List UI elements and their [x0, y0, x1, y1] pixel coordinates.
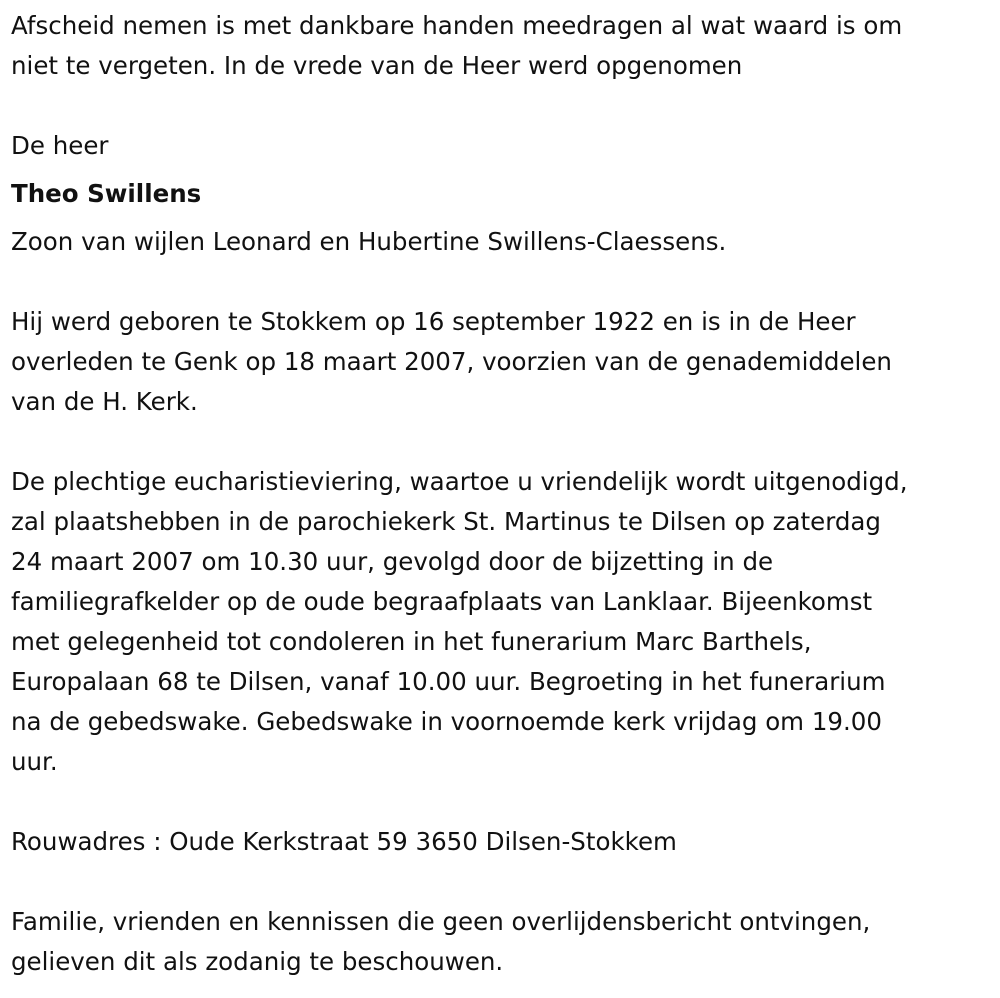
birth-death-line-2: overleden te Genk op 18 maart 2007, voorzien van de genademiddelen: [11, 347, 892, 376]
ceremony-line-3: 24 maart 2007 om 10.30 uur, gevolgd door de bijzetting in de: [11, 547, 774, 576]
closing-line-1: Familie, vrienden en kennissen die geen overlijdensbericht ontvingen,: [11, 907, 871, 936]
ceremony-line-6: Europalaan 68 te Dilsen, vanaf 10.00 uur. Begroeting in het funerarium: [11, 667, 886, 696]
birth-death-line-3: van de H. Kerk.: [11, 387, 198, 416]
intro-line-1: Afscheid nemen is met dankbare handen meedragen al wat waard is om: [11, 11, 903, 40]
closing-line-2: gelieven dit als zodanig te beschouwen.: [11, 947, 504, 976]
deceased-name: Theo Swillens: [11, 179, 202, 208]
title-prefix: De heer: [11, 131, 109, 160]
ceremony-line-1: De plechtige eucharistieviering, waartoe u vriendelijk wordt uitgenodigd,: [11, 467, 908, 496]
ceremony-line-5: met gelegenheid tot condoleren in het funerarium Marc Barthels,: [11, 627, 812, 656]
ceremony-line-2: zal plaatshebben in de parochiekerk St. Martinus te Dilsen op zaterdag: [11, 507, 881, 536]
ceremony-line-8: uur.: [11, 747, 58, 776]
ceremony-line-4: familiegrafkelder op de oude begraafplaats van Lanklaar. Bijeenkomst: [11, 587, 873, 616]
parents-line: Zoon van wijlen Leonard en Hubertine Swillens-Claessens.: [11, 227, 727, 256]
intro-line-2: niet te vergeten. In de vrede van de Heer werd opgenomen: [11, 51, 743, 80]
mourning-address: Rouwadres : Oude Kerkstraat 59 3650 Dilsen-Stokkem: [11, 827, 677, 856]
ceremony-line-7: na de gebedswake. Gebedswake in voornoemde kerk vrijdag om 19.00: [11, 707, 882, 736]
birth-death-line-1: Hij werd geboren te Stokkem op 16 september 1922 en is in de Heer: [11, 307, 856, 336]
